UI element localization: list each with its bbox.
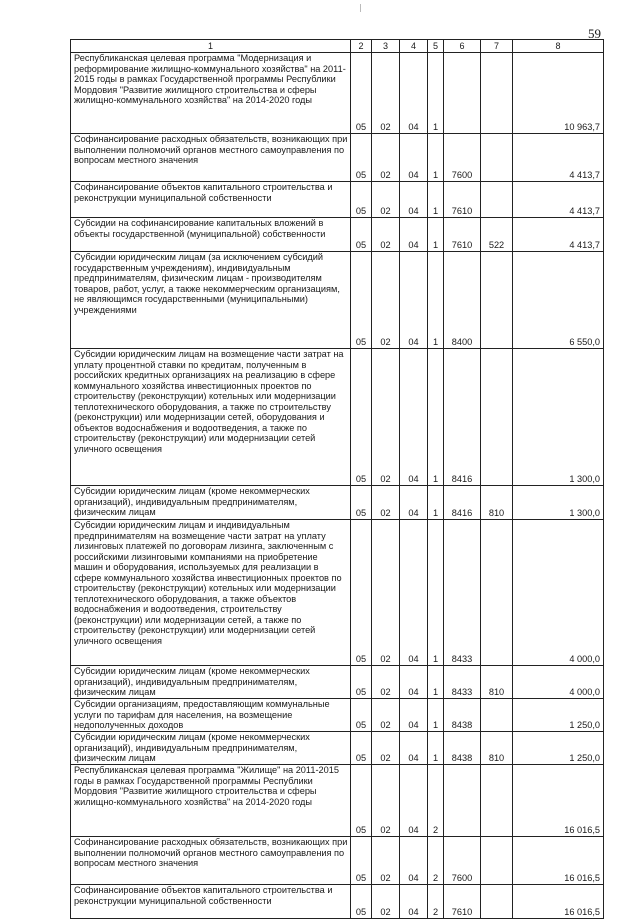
section-code: 05 (351, 252, 372, 349)
article-code: 8416 (444, 349, 481, 486)
amount: 4 413,7 (513, 218, 604, 252)
article-code: 7610 (444, 182, 481, 218)
column-header-row (71, 40, 604, 53)
subsection-code: 02 (372, 699, 400, 732)
row-description: Субсидии юридическим лицам (кроме некоммерческих организаций), индивидуальным предпринимателям, физическим лицам (71, 486, 351, 520)
table-row (71, 218, 604, 252)
expense-type-code: 810 (481, 666, 513, 699)
row-description: Республиканская целевая программа "Модернизация и реформирование жилищно-коммунального хозяйства" на 2011-2015 годы в рамках Государственной программы Республики Мордовия "Развитие жилищного строительства и сферы жилищно-коммунального хозяйства" на 2014-2020 годы (71, 53, 351, 134)
target-code: 04 (400, 520, 428, 666)
article-code: 7600 (444, 134, 481, 182)
section-code: 05 (351, 885, 372, 919)
program-code: 2 (428, 765, 444, 837)
table-row (71, 53, 604, 134)
subsection-code: 02 (372, 885, 400, 919)
table-row (71, 837, 604, 885)
program-code: 1 (428, 520, 444, 666)
subsection-code: 02 (372, 53, 400, 134)
program-code: 1 (428, 53, 444, 134)
col-header: 4 (400, 40, 428, 53)
amount: 4 000,0 (513, 666, 604, 699)
program-code: 1 (428, 218, 444, 252)
amount: 10 963,7 (513, 53, 604, 134)
expense-type-code (481, 134, 513, 182)
program-code: 2 (428, 837, 444, 885)
subsection-code: 02 (372, 520, 400, 666)
table-body (71, 53, 604, 919)
row-description: Субсидии юридическим лицам (кроме некоммерческих организаций), индивидуальным предпринимателям, физическим лицам (71, 666, 351, 699)
amount: 16 016,5 (513, 765, 604, 837)
amount: 1 300,0 (513, 486, 604, 520)
expense-type-code (481, 520, 513, 666)
target-code: 04 (400, 765, 428, 837)
program-code: 2 (428, 885, 444, 919)
program-code: 1 (428, 182, 444, 218)
article-code (444, 765, 481, 837)
section-code: 05 (351, 765, 372, 837)
section-code: 05 (351, 349, 372, 486)
section-code: 05 (351, 218, 372, 252)
target-code: 04 (400, 53, 428, 134)
program-code: 1 (428, 699, 444, 732)
row-description: Республиканская целевая программа "Жилище" на 2011-2015 годы в рамках Государственной программы Республики Мордовия "Развитие жилищного строительства и сферы жилищно-коммунального хозяйства" на 2014-2020 годы (71, 765, 351, 837)
expense-type-code (481, 885, 513, 919)
row-description: Субсидии на софинансирование капитальных вложений в объекты государственной (муниципальной) собственности (71, 218, 351, 252)
program-code: 1 (428, 252, 444, 349)
subsection-code: 02 (372, 252, 400, 349)
table-row (71, 252, 604, 349)
col-header: 6 (444, 40, 481, 53)
subsection-code: 02 (372, 732, 400, 765)
table-row (71, 182, 604, 218)
expense-type-code: 810 (481, 732, 513, 765)
expense-type-code (481, 765, 513, 837)
target-code: 04 (400, 349, 428, 486)
table-row (71, 486, 604, 520)
row-description: Субсидии юридическим лицам на возмещение части затрат на уплату процентной ставки по кредитам, полученным в российских кредитных организациях на реализацию в сфере коммунального хозяйства инвестиционных проектов по строительству (реконструкции) котельных или модернизации теплотехнического оборудования, а также по строительству (реконструкции) или модернизации сетей, оборудования и объектов водоснабжения и водоотведения, а также по строительству (реконструкции) или модернизации сетей уличного освещения (71, 349, 351, 486)
target-code: 04 (400, 182, 428, 218)
col-header: 1 (71, 40, 351, 53)
article-code: 8438 (444, 732, 481, 765)
col-header: 8 (513, 40, 604, 53)
target-code: 04 (400, 732, 428, 765)
table-row (71, 134, 604, 182)
row-description: Субсидии юридическим лицам и индивидуальным предпринимателям на возмещение части затрат на уплату лизинговых платежей по договорам лизинга, заключенным с российскими лизинговыми компаниями на приобретение машин и оборудования, используемых для реализации в сфере коммунального хозяйства инвестиционных проектов по строительству (реконструкции) котельных или модернизации теплотехнического оборудования, а также объектов водоснабжения и водоотведения, строительству (реконструкции) или модернизации сетей, а также по строительству (реконструкции) или модернизации сетей уличного освещения (71, 520, 351, 666)
row-description: Софинансирование расходных обязательств, возникающих при выполнении полномочий органов местного самоуправления по вопросам местного значения (71, 837, 351, 885)
subsection-code: 02 (372, 218, 400, 252)
row-description: Софинансирование объектов капитального строительства и реконструкции муниципальной собственности (71, 885, 351, 919)
subsection-code: 02 (372, 349, 400, 486)
subsection-code: 02 (372, 182, 400, 218)
expense-type-code (481, 349, 513, 486)
article-code: 7600 (444, 837, 481, 885)
amount: 6 550,0 (513, 252, 604, 349)
article-code (444, 53, 481, 134)
amount: 16 016,5 (513, 837, 604, 885)
col-header: 2 (351, 40, 372, 53)
program-code: 1 (428, 666, 444, 699)
subsection-code: 02 (372, 765, 400, 837)
target-code: 04 (400, 885, 428, 919)
expense-type-code (481, 837, 513, 885)
table-row (71, 349, 604, 486)
subsection-code: 02 (372, 666, 400, 699)
amount: 1 300,0 (513, 349, 604, 486)
article-code: 8433 (444, 666, 481, 699)
article-code: 7610 (444, 218, 481, 252)
section-code: 05 (351, 486, 372, 520)
subsection-code: 02 (372, 486, 400, 520)
expense-type-code: 810 (481, 486, 513, 520)
subsection-code: 02 (372, 134, 400, 182)
article-code: 8433 (444, 520, 481, 666)
target-code: 04 (400, 134, 428, 182)
section-code: 05 (351, 520, 372, 666)
col-header: 5 (428, 40, 444, 53)
table-row (71, 520, 604, 666)
target-code: 04 (400, 699, 428, 732)
section-code: 05 (351, 182, 372, 218)
section-code: 05 (351, 134, 372, 182)
program-code: 1 (428, 486, 444, 520)
article-code: 7610 (444, 885, 481, 919)
expense-type-code (481, 252, 513, 349)
article-code: 8438 (444, 699, 481, 732)
target-code: 04 (400, 252, 428, 349)
program-code: 1 (428, 134, 444, 182)
scan-mark (360, 4, 361, 12)
article-code: 8400 (444, 252, 481, 349)
subsection-code: 02 (372, 837, 400, 885)
program-code: 1 (428, 349, 444, 486)
row-description: Субсидии юридическим лицам (кроме некоммерческих организаций), индивидуальным предпринимателям, физическим лицам (71, 732, 351, 765)
table-row (71, 765, 604, 837)
budget-table (70, 39, 604, 919)
row-description: Софинансирование расходных обязательств, возникающих при выполнении полномочий органов местного самоуправления по вопросам местного значения (71, 134, 351, 182)
expense-type-code (481, 182, 513, 218)
amount: 4 000,0 (513, 520, 604, 666)
page-number: 59 (588, 26, 601, 41)
amount: 4 413,7 (513, 182, 604, 218)
section-code: 05 (351, 53, 372, 134)
target-code: 04 (400, 218, 428, 252)
article-code: 8416 (444, 486, 481, 520)
expense-type-code (481, 53, 513, 134)
section-code: 05 (351, 699, 372, 732)
table-row (71, 732, 604, 765)
target-code: 04 (400, 486, 428, 520)
table-row (71, 666, 604, 699)
row-description: Субсидии организациям, предоставляющим коммунальные услуги по тарифам для населения, на возмещение недополученных доходов (71, 699, 351, 732)
col-header: 3 (372, 40, 400, 53)
program-code: 1 (428, 732, 444, 765)
target-code: 04 (400, 837, 428, 885)
expense-type-code (481, 699, 513, 732)
row-description: Субсидии юридическим лицам (за исключением субсидий государственным учреждениям), индивидуальным предпринимателям, физическим лицам - производителям товаров, работ, услуг, а также некоммерческим организациям, не являющимся государственными (муниципальными) учреждениями (71, 252, 351, 349)
section-code: 05 (351, 732, 372, 765)
table-row (71, 699, 604, 732)
amount: 16 016,5 (513, 885, 604, 919)
expense-type-code: 522 (481, 218, 513, 252)
amount: 1 250,0 (513, 732, 604, 765)
amount: 1 250,0 (513, 699, 604, 732)
col-header: 7 (481, 40, 513, 53)
amount: 4 413,7 (513, 134, 604, 182)
section-code: 05 (351, 837, 372, 885)
table-row (71, 885, 604, 919)
row-description: Софинансирование объектов капитального строительства и реконструкции муниципальной собственности (71, 182, 351, 218)
target-code: 04 (400, 666, 428, 699)
section-code: 05 (351, 666, 372, 699)
